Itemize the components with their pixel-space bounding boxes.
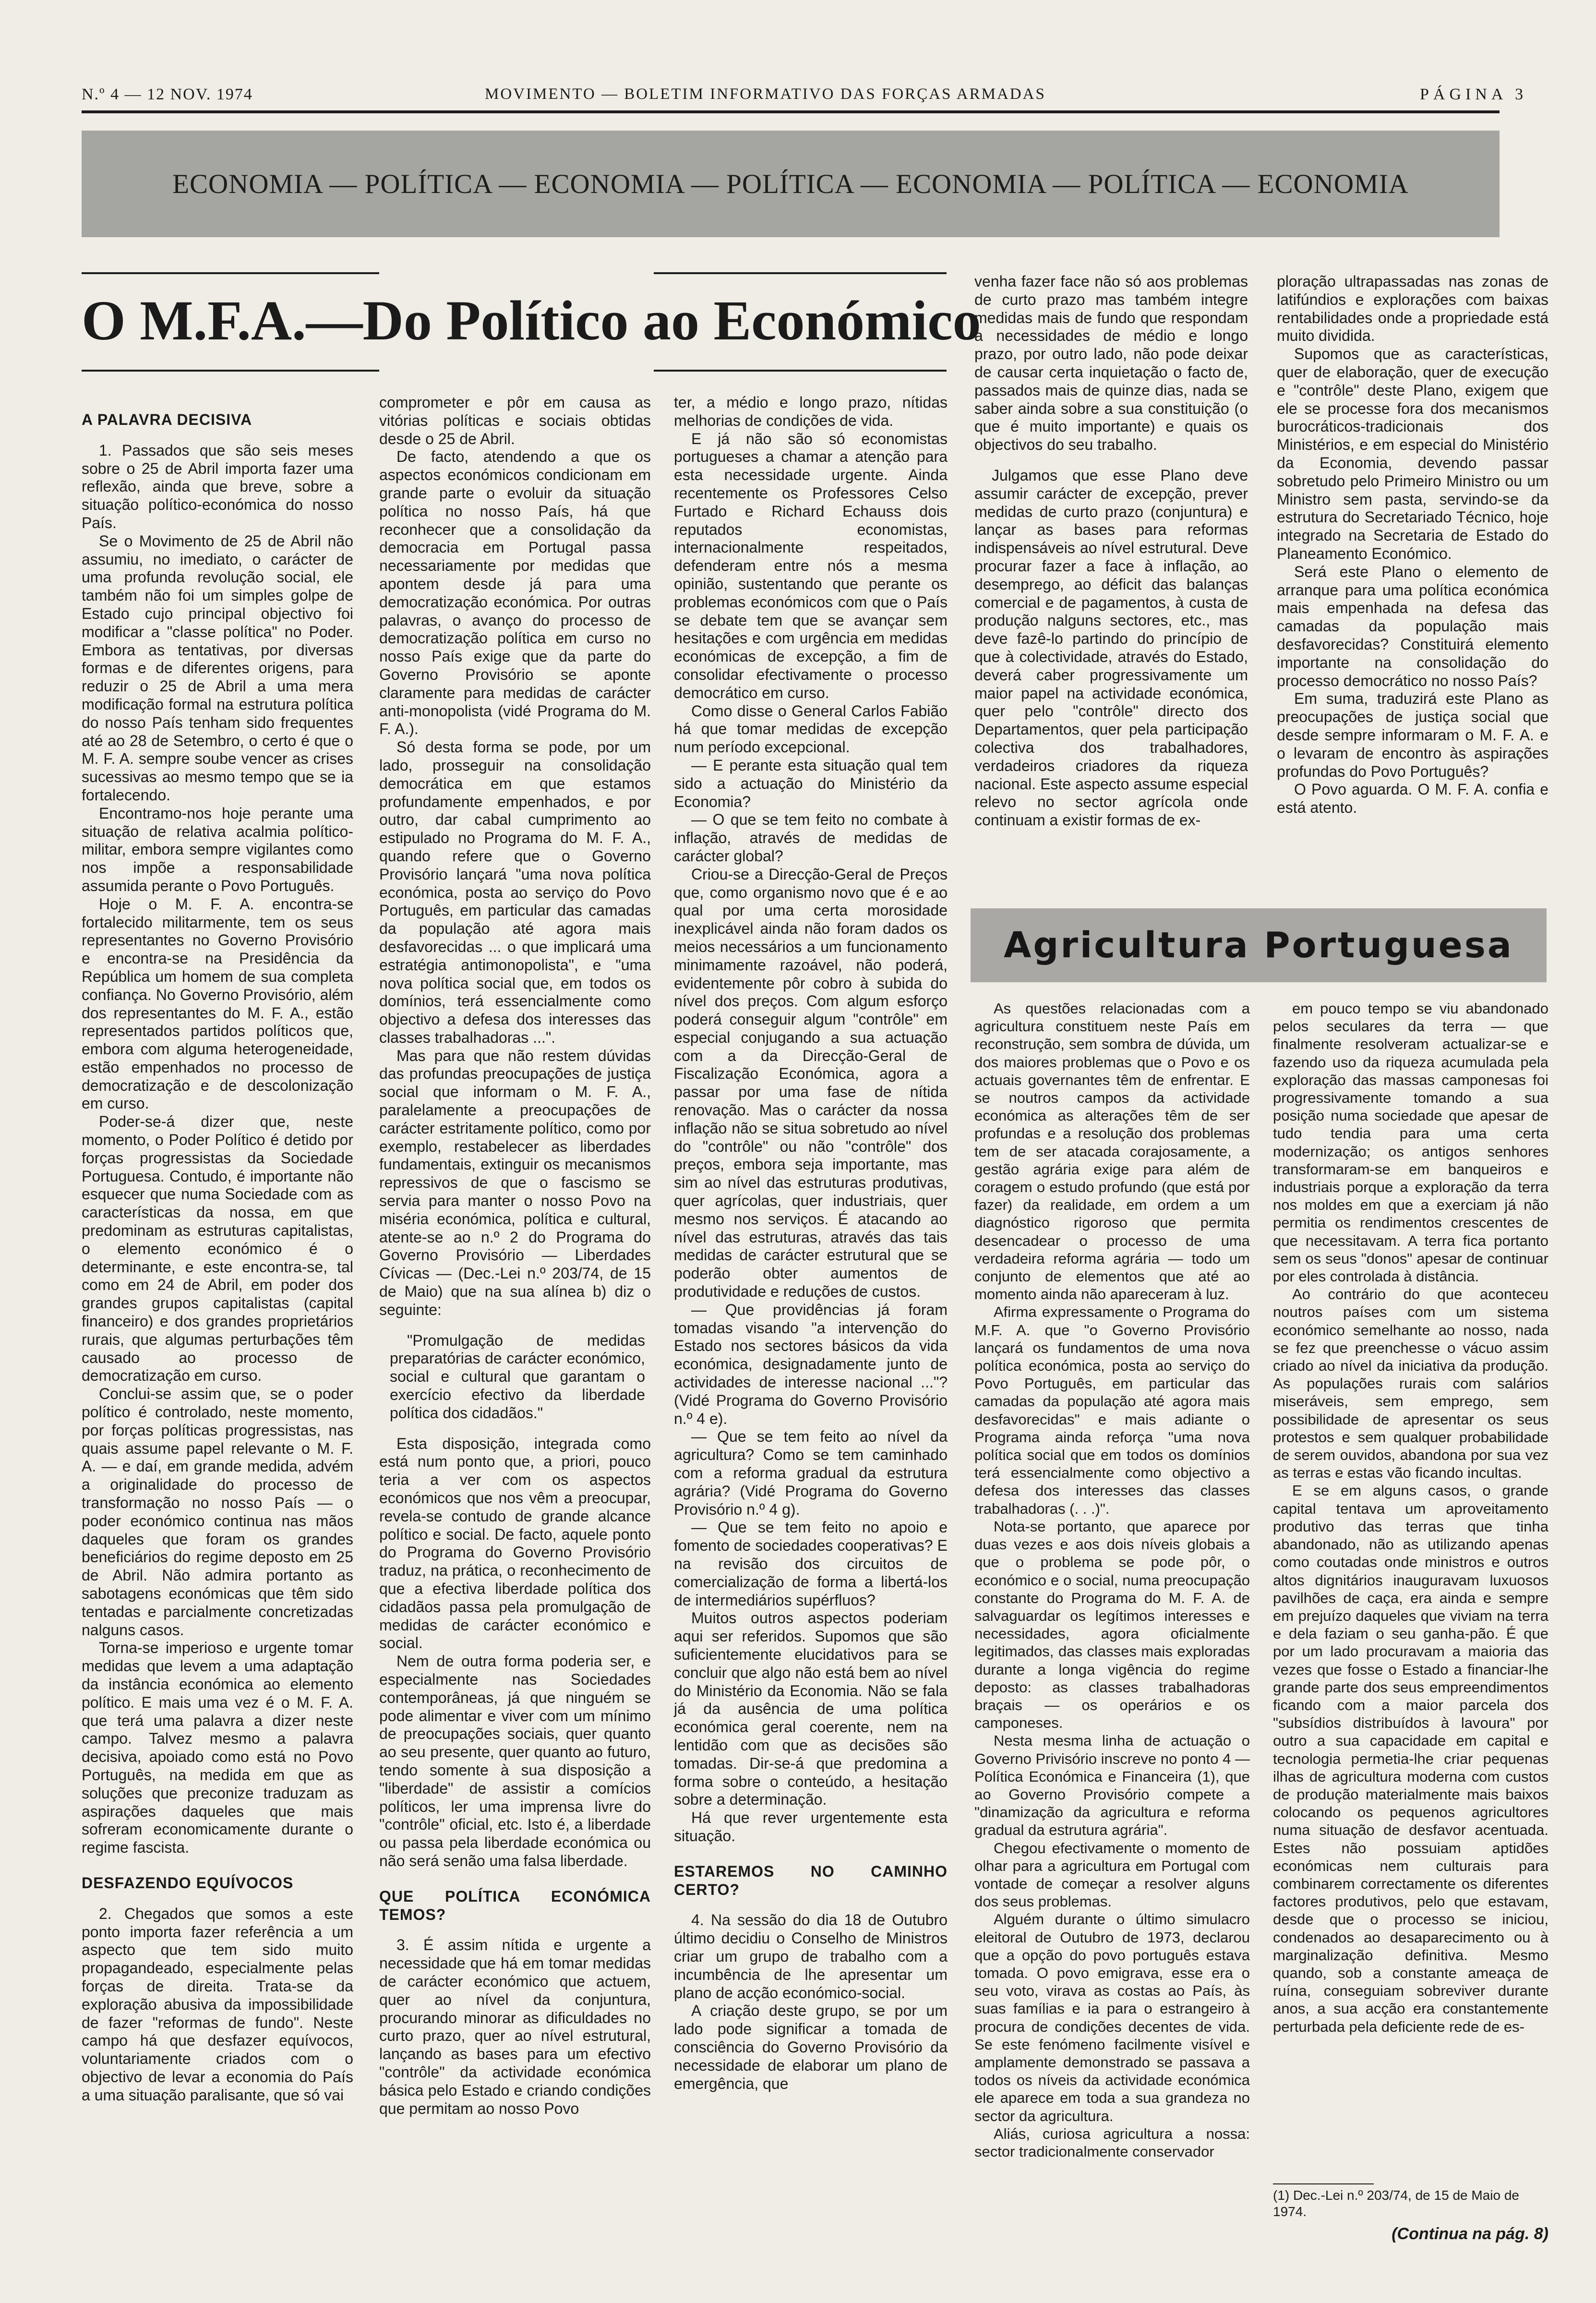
footnote-rule [1273, 2183, 1374, 2184]
title-rule [82, 272, 379, 274]
paragraph: — O que se tem feito no combate à inflação, através de medidas de carácter global? [674, 811, 948, 865]
paragraph: Será este Plano o elemento de arranque para uma política económica mais empenhada na defesa das camadas da população mais desfavorecidas? Constituirá elemento importante na consolidação do processo democrático no nosso País? [1277, 563, 1548, 689]
agri-banner [971, 908, 1547, 982]
article-column-5 [1277, 273, 1548, 817]
paragraph: Há que rever urgentemente esta situação. [674, 1809, 948, 1845]
paragraph: Supomos que as características, quer de elaboração, quer de execução e "contrôle" deste Plano, exigem que ele se processe fora dos mecanismos burocráticos-tradicionais dos Ministérios, e em especial do Ministério da Economia, devendo passar sobretudo pelo Primeiro Ministro ou um Ministro sem pasta, servindo-se da estrutura do Secretariado Técnico, hoje integrado na Secretaria de Estado do Planeamento Económico. [1277, 345, 1548, 562]
paragraph: ploração ultrapassadas nas zonas de latifúndios e explorações com baixas rentabilidades onde a propriedade está muito dividida. [1277, 273, 1548, 345]
paragraph: E já não são só economistas portugueses a chamar a atenção para esta necessidade urgente. Ainda recentemente os Professores Celso Furtado e Richard Echauss dois reputados economistas, internacionalmente respeitados, defenderam entre nós a mesma opinião, sustentando que perante os problemas económicos com que o País se debate tem que se avançar sem hesitações e com urgência em medidas económicas de excepção, a fim de consolidar efectivamente o processo democrático em curso. [674, 430, 948, 701]
paragraph: De facto, atendendo a que os aspectos económicos condicionam em grande parte o evoluir da situação política no nosso País, há que reconhecer que a consolidação da democracia em Portugal passa necessariamente por medidas que apontem desde já para uma democratização económica. Por outras palavras, o avanço do processo de democratização política em curso no nosso País exige que da parte do Governo Provisório se aponte claramente para medidas de carácter anti-monopolista (vidé Programa do M. F. A.). [379, 448, 651, 738]
paragraph: Em suma, traduzirá este Plano as preocupações de justiça social que desde sempre informaram o M. F. A. e o levaram de encontro às aspirações profundas do Povo Português? [1277, 690, 1548, 780]
paragraph: 4. Na sessão do dia 18 de Outubro último decidiu o Conselho de Ministros criar um grupo de trabalho com a incumbência de lhe apresentar um plano de acção económico-social. [674, 1911, 948, 2002]
paragraph: Chegou efectivamente o momento de olhar para a agricultura em Portugal com vontade de começar a resolver alguns dos seus problemas. [974, 1839, 1250, 1910]
paragraph: comprometer e pôr em causa as vitórias políticas e sociais obtidas desde o 25 de Abril. [379, 394, 651, 447]
paragraph: Encontramo-nos hoje perante uma situação de relativa acalmia político-militar, embora sempre vigilantes como nos impõe a responsabilidade assumida perante o Povo Português. [82, 804, 353, 894]
paragraph: — Que providências já foram tomadas visando "a intervenção do Estado nos sectores básicos da vida económica, designadamente junto de actividades de interesse nacional ..."? (Vidé Programa do Governo Provisório n.º 4 e). [674, 1301, 948, 1427]
paragraph: Alguém durante o último simulacro eleitoral de Outubro de 1973, declarou que a opção do povo português estava tomada. O povo emigrava, esse era o seu voto, virava as costas ao País, às suas famílias e ia para o estrangeiro à procura de condições decentes de vida. Se este fenómeno facilmente visível e amplamente demonstrado se passava a todos os níveis da actividade económica ele aparece em toda a sua grandeza no sector da agricultura. [974, 1911, 1250, 2124]
section-subheading: DESFAZENDO EQUÍVOCOS [82, 1874, 294, 1892]
paragraph: ter, a médio e longo prazo, nítidas melhorias de condições de vida. [674, 394, 948, 429]
article-column-2 [379, 394, 651, 2118]
title-rule [82, 370, 379, 372]
issue-number: N.º 4 — 12 NOV. 1974 [82, 85, 253, 103]
paragraph: em pouco tempo se viu abandonado pelos seculares da terra — que finalmente resolveram actualizar-se e fazendo uso da riqueza acumulada pela exploração das massas camponesas foi progressivamente tomando a sua posição numa sociedade que apesar de tudo tendia para uma certa modernização; os antigos senhores transformaram-se em banqueiros e industriais porque a exploração da terra nos moldes em que a exerciam já não permitia os rendimentos crescentes de que necessitavam. A terra fica portanto sem os seus "donos" apesar de continuar por eles controlada à distância. [1273, 1000, 1548, 1285]
paragraph: Afirma expressamente o Programa do M.F. A. que "o Governo Provisório lançará os fundamentos de uma nova política económica, posta ao serviço do Povo Português, em particular das camadas da população até agora mais desfavorecidas" e mais adiante o Programa ainda reforça "uma nova política social que em todos os domínios terá essencialmente como objectivo a defesa dos interesses das classes trabalhadoras (. . .)". [974, 1303, 1250, 1517]
paragraph: — E perante esta situação qual tem sido a actuação do Ministério da Economia? [674, 756, 948, 810]
continued-link[interactable]: (Continua na pág. 8) [1392, 2225, 1548, 2243]
paragraph: As questões relacionadas com a agricultura constituem neste País em reconstrução, sem sombra de dúvida, um dos maiores problemas que o Povo e os actuais governantes têm de enfrentar. E se noutros campos da actividade económica as alterações têm de ser profundas e a resolução dos problemas tem de ser atacada corajosamente, a gestão agrária exige para além de coragem o estudo profundo (que está por fazer) da realidade, em ordem a um diagnóstico rigoroso que permita desencadear o processo de uma verdadeira reforma agrária — todo um conjunto de elementos que até ao momento ainda não apareceram à luz. [974, 1000, 1250, 1303]
paragraph: A criação deste grupo, se por um lado pode significar a tomada de consciência do Governo Provisório da necessidade de elaborar um plano de emergência, que [674, 2002, 948, 2092]
paragraph: 2. Chegados que somos a este ponto importa fazer referência a um aspecto que tem sido muito propagandeado, especialmente pelas forças de direita. Trata-se da exploração abusiva da impossibilidade de fazer "reformas de fundo". Neste campo há que desfazer equívocos, voluntariamente criados com o objectivo de levar a economia do País a uma situação paralisante, que só vai [82, 1905, 353, 2104]
agri-column-left [974, 1000, 1250, 2160]
paragraph: — Que se tem feito no apoio e fomento de sociedades cooperativas? E na revisão dos circuitos de comercialização de forma a libertá-los de intermediários supérfluos? [674, 1519, 948, 1609]
agri-title: Agricultura Portuguesa [1004, 925, 1513, 966]
paragraph: Muitos outros aspectos poderiam aqui ser referidos. Supomos que são suficientemente elucidativos para se concluir que algo não está bem ao nível do Ministério da Economia. Não se fala já da ausência de uma política económica geral coerente, nem na lentidão com que as decisões são tomadas. Dir-se-á que predomina a forma sobre o conteúdo, a hesitação sobre a determinação. [674, 1609, 948, 1809]
section-band [82, 131, 1500, 237]
masthead: MOVIMENTO — BOLETIM INFORMATIVO DAS FORÇAS ARMADAS [485, 85, 1046, 103]
paragraph: Poder-se-á dizer que, neste momento, o Poder Político é detido por forças progressistas da Sociedade Portuguesa. Contudo, é importante não esquecer que numa Sociedade com as características da nossa, em que predominam as estruturas capitalistas, o elemento económico é o determinante, e este encontra-se, tal como em 24 de Abril, em poder dos grandes grupos capitalistas (capital financeiro) e dos grandes proprietários rurais, que algumas perturbações têm causado ao processo de democratização em curso. [82, 1113, 353, 1385]
title-rule [654, 370, 947, 372]
title-rule [654, 272, 947, 274]
paragraph: 3. É assim nítida e urgente a necessidade que há em tomar medidas de carácter económico que actuem, quer ao nível da conjuntura, procurando minorar as dificuldades no curto prazo, quer ao nível estrutural, lançando as bases para um efectivo "contrôle" da actividade económica básica pelo Estado e criando condições que permitam ao nosso Povo [379, 1936, 651, 2117]
paragraph: Criou-se a Direcção-Geral de Preços que, como organismo novo que é e ao qual por uma certa morosidade inexplicável ainda não foram dados os meios necessários a um funcionamento minimamente razoável, não poderá, evidentemente pôr cobro à subida do nível dos preços. Com algum esforço poderá conseguir algum "contrôle" em especial conjugando a sua actuação com a da Direcção-Geral de Fiscalização Económica, agora a passar por uma fase de nítida renovação. Mas o carácter da nossa inflação não se situa sobretudo ao nível do "contrôle" ou não "contrôle" dos preços, embora seja importante, mas sim ao nível das estruturas produtivas, quer agrícolas, quer industriais, quer mesmo nos serviços. É atacando ao nível das estruturas, através das tais medidas de carácter estrutural que se poderão obter aumentos de produtividade e reduções de custos. [674, 865, 948, 1301]
paragraph: Como disse o General Carlos Fabião há que tomar medidas de excepção num período excepcional. [674, 702, 948, 756]
paragraph: Ao contrário do que aconteceu noutros países com um sistema económico semelhante ao nosso, nada se fez que preenchesse o vácuo assim criado ao nível da iniciativa da produção. As populações rurais com salários miseráveis, sem emprego, sem possibilidade de apresentar os seus protestos e sem qualquer probabilidade de serem ouvidos, abandona por sua vez as terras e estas vão ficando incultas. [1273, 1286, 1548, 1482]
paragraph: Nem de outra forma poderia ser, e especialmente nas Sociedades contemporâneas, já que ninguém se pode alimentar e viver com um mínimo de preocupações sociais, quer quanto ao seu presente, quer quanto ao futuro, tendo somente à sua disposição a "liberdade" de assistir a comícios políticos, ler uma imprensa livre do "contrôle" oficial, etc. Isto é, a liberdade ou passa pela liberdade económica ou não será senão uma falsa liberdade. [379, 1652, 651, 1869]
paragraph: Nesta mesma linha de actuação o Governo Privisório inscreve no ponto 4 — Política Económica e Financeira (1), que ao Governo Provisório compete a "dinamização da agricultura e reforma gradual da estrutura agrária". [974, 1732, 1250, 1839]
paragraph: venha fazer face não só aos problemas de curto prazo mas também integre medidas mais de fundo que respondam a necessidades de médio e longo prazo, por outro lado, não pode deixar de causar certa inquietação o facto de, passados mais de quinze dias, nada se saber ainda sobre a sua constituição (o que é muito importante) e quais os objectivos do seu trabalho. [974, 273, 1248, 454]
header-rule [82, 110, 1500, 113]
section-subheading: ESTAREMOS NO CAMINHO CERTO? [674, 1862, 948, 1898]
paragraph: Mas para que não restem dúvidas das profundas preocupações de justiça social que informam o M. F. A., paralelamente a preocupações de carácter estritamente político, como por exemplo, restabelecer as liberdades fundamentais, extinguir os mecanismos repressivos de que o fascismo se servia para manter o nosso Povo na miséria económica, política e cultural, atente-se ao n.º 2 do Programa do Governo Provisório — Liberdades Cívicas — (Dec.-Lei n.º 203/74, de 15 de Maio) que na sua alínea b) diz o seguinte: [379, 1047, 651, 1318]
paragraph: Só desta forma se pode, por um lado, prosseguir na consolidação democrática em que estamos profundamente empenhados, e por outro, dar cabal cumprimento ao estipulado no Programa do M. F. A., quando refere que o Governo Provisório lançará "uma nova política económica, posta ao serviço do Povo Português, em particular das camadas da população até agora mais desfavorecidas ... o que implicará uma estratégia antimonopolista", e "uma nova política social que, em todos os domínios, terá essencialmente como objectivo a defesa dos interesses das classes trabalhadoras ...". [379, 738, 651, 1046]
paragraph: E se em alguns casos, o grande capital tentava um aproveitamento produtivo das terras que tinha abandonado, não as utilizando apenas como coutadas onde ministros e outros altos dignitários inauguravam luxuosos pavilhões de caça, era ainda e sempre em prejuízo daqueles que viviam na terra e dela faziam o seu ganha-pão. É que por um lado procuravam a maioria das vezes que fosse o Estado a financiar-lhe grande parte dos seus empreendimentos ficando com a maior parcela dos "subsídios distribuídos à lavoura" por outro a sua capacidade em capital e tecnologia permetia-lhe criar pequenas ilhas de agricultura moderna com custos de produção materialmente mais baixos colocando os pequenos agricultores numa situação de desfavor acentuada. Estes não possuiam aptidões económicas nem culturais para combinarem correctamente os diferentes factores produtivos, pelo que estavam, desde que o processo se iniciou, condenados ao desaparecimento ou à marginalização definitiva. Mesmo quando, sob a constante ameaça de ruína, conseguiam sobreviver durante anos, a sua acção era constantemente perturbada pela deficiente rede de es- [1273, 1482, 1548, 2035]
paragraph: Nota-se portanto, que aparece por duas vezes e aos dois níveis globais a que o problema se pode pôr, o económico e o social, numa preocupação constante do Programa do M. F. A. de salvaguardar os legítimos interesses e necessidades, agora oficialmente legitimados, das classes mais exploradas durante a longa vigência do regime deposto: as classes trabalhadoras braçais — os operários e os camponeses. [974, 1518, 1250, 1732]
page-number: PÁGINA 3 [1420, 85, 1528, 103]
article-column-1 [82, 394, 353, 2105]
paragraph: Julgamos que esse Plano deve assumir carácter de excepção, prever medidas de curto prazo (conjuntura) e lançar as bases para reformas indispensáveis ao nível estrutural. Deve procurar fazer a face à inflação, ao desemprego, ao déficit das balanças comercial e de pagamentos, à custa de produção nalguns sectores, etc., mas deve fazê-lo partindo do princípio de que à colectividade, através do Estado, deverá caber progressivamente um maior papel na actividade económica, quer pelo "contrôle" directo dos Departamentos, quer pela participação colectiva dos trabalhadores, verdadeiros criadores da riqueza nacional. Este aspecto assume especial relevo no sector agrícola onde continuam a existir formas de ex- [974, 466, 1248, 829]
paragraph: 1. Passados que são seis meses sobre o 25 de Abril importa fazer uma reflexão, ainda que breve, sobre a situação político-económica do nosso País. [82, 441, 353, 531]
paragraph: O Povo aguarda. O M. F. A. confia e está atento. [1277, 781, 1548, 817]
paragraph: Conclui-se assim que, se o poder político é controlado, neste momento, por forças políticas progressistas, nas quais assume papel relevante o M. F. A. — e daí, em grande medida, advém a originalidade do processo de transformação no nosso País — o poder económico continua nas mãos daqueles que foram os grandes beneficiários do regime deposto em 25 de Abril. Não admira portanto as sabotagens económicas que têm sido tentadas e parcialmente concretizadas nalguns casos. [82, 1385, 353, 1639]
article-title: O M.F.A.—Do Político ao Económico [82, 289, 981, 352]
quoted-passage: "Promulgação de medidas preparatórias de carácter económico, social e cultural que garantam o exercício efectivo da liberdade política dos cidadãos." [390, 1331, 645, 1422]
paragraph: Esta disposição, integrada como está num ponto que, a priori, pouco teria a ver com os aspectos económicos que nos vêm a preocupar, revela-se contudo de grande alcance político e social. De facto, aquele ponto do Programa do Governo Provisório traduz, na prática, o reconhecimento de que a efectiva liberdade política dos cidadãos passa pela promulgação de medidas de carácter económico e social. [379, 1435, 651, 1652]
paragraph: — Que se tem feito ao nível da agricultura? Como se tem caminhado com a reforma gradual da estrutura agrária? (Vidé Programa do Governo Provisório n.º 4 g). [674, 1428, 948, 1518]
agri-column-right [1273, 1000, 1548, 2036]
article-column-3 [674, 394, 948, 2093]
section-subheading: QUE POLÍTICA ECONÓMICA TEMOS? [379, 1887, 651, 1923]
footnote: (1) Dec.-Lei n.º 203/74, de 15 de Maio de 1974. [1273, 2188, 1519, 2219]
section-band-text: ECONOMIA — POLÍTICA — ECONOMIA — POLÍTICA — ECONOMIA — POLÍTICA — ECONOMIA [172, 169, 1409, 199]
section-subheading: A PALAVRA DECISIVA [82, 411, 252, 428]
paragraph: Hoje o M. F. A. encontra-se fortalecido militarmente, tem os seus representantes no Governo Provisório e encontra-se na Presidência da República um homem de sua completa confiança. No Governo Provisório, além dos representantes do M. F. A., estão representados partidos políticos que, embora com alguma heterogeneidade, estão empenhados no processo de democratização e de descolonização em curso. [82, 895, 353, 1112]
paragraph: Se o Movimento de 25 de Abril não assumiu, no imediato, o carácter de uma profunda revolução social, ele também não foi um simples golpe de Estado cujo principal objectivo foi modificar a "classe política" no Poder. Embora as tentativas, por diversas formas e de diferentes origens, para reduzir o 25 de Abril a uma mera modificação formal na estrutura política do nosso País tenham sido frequentes até ao 28 de Setembro, o certo é que o M. F. A. sempre soube vencer as crises sucessivas ao mesmo tempo que se ia fortalecendo. [82, 532, 353, 804]
paragraph: Aliás, curiosa agricultura a nossa: sector tradicionalmente conservador [974, 2125, 1250, 2160]
paragraph: Torna-se imperioso e urgente tomar medidas que levem a uma adaptação da instância económica ao elemento político. E mais uma vez é o M. F. A. que terá uma palavra a dizer neste campo. Talvez mesmo a palavra decisiva, apoiado como está no Povo Português, na medida em que as soluções que preconize traduzam as aspirações daqueles que mais sofreram economicamente durante o regime fascista. [82, 1639, 353, 1857]
article-column-4 [974, 273, 1248, 830]
